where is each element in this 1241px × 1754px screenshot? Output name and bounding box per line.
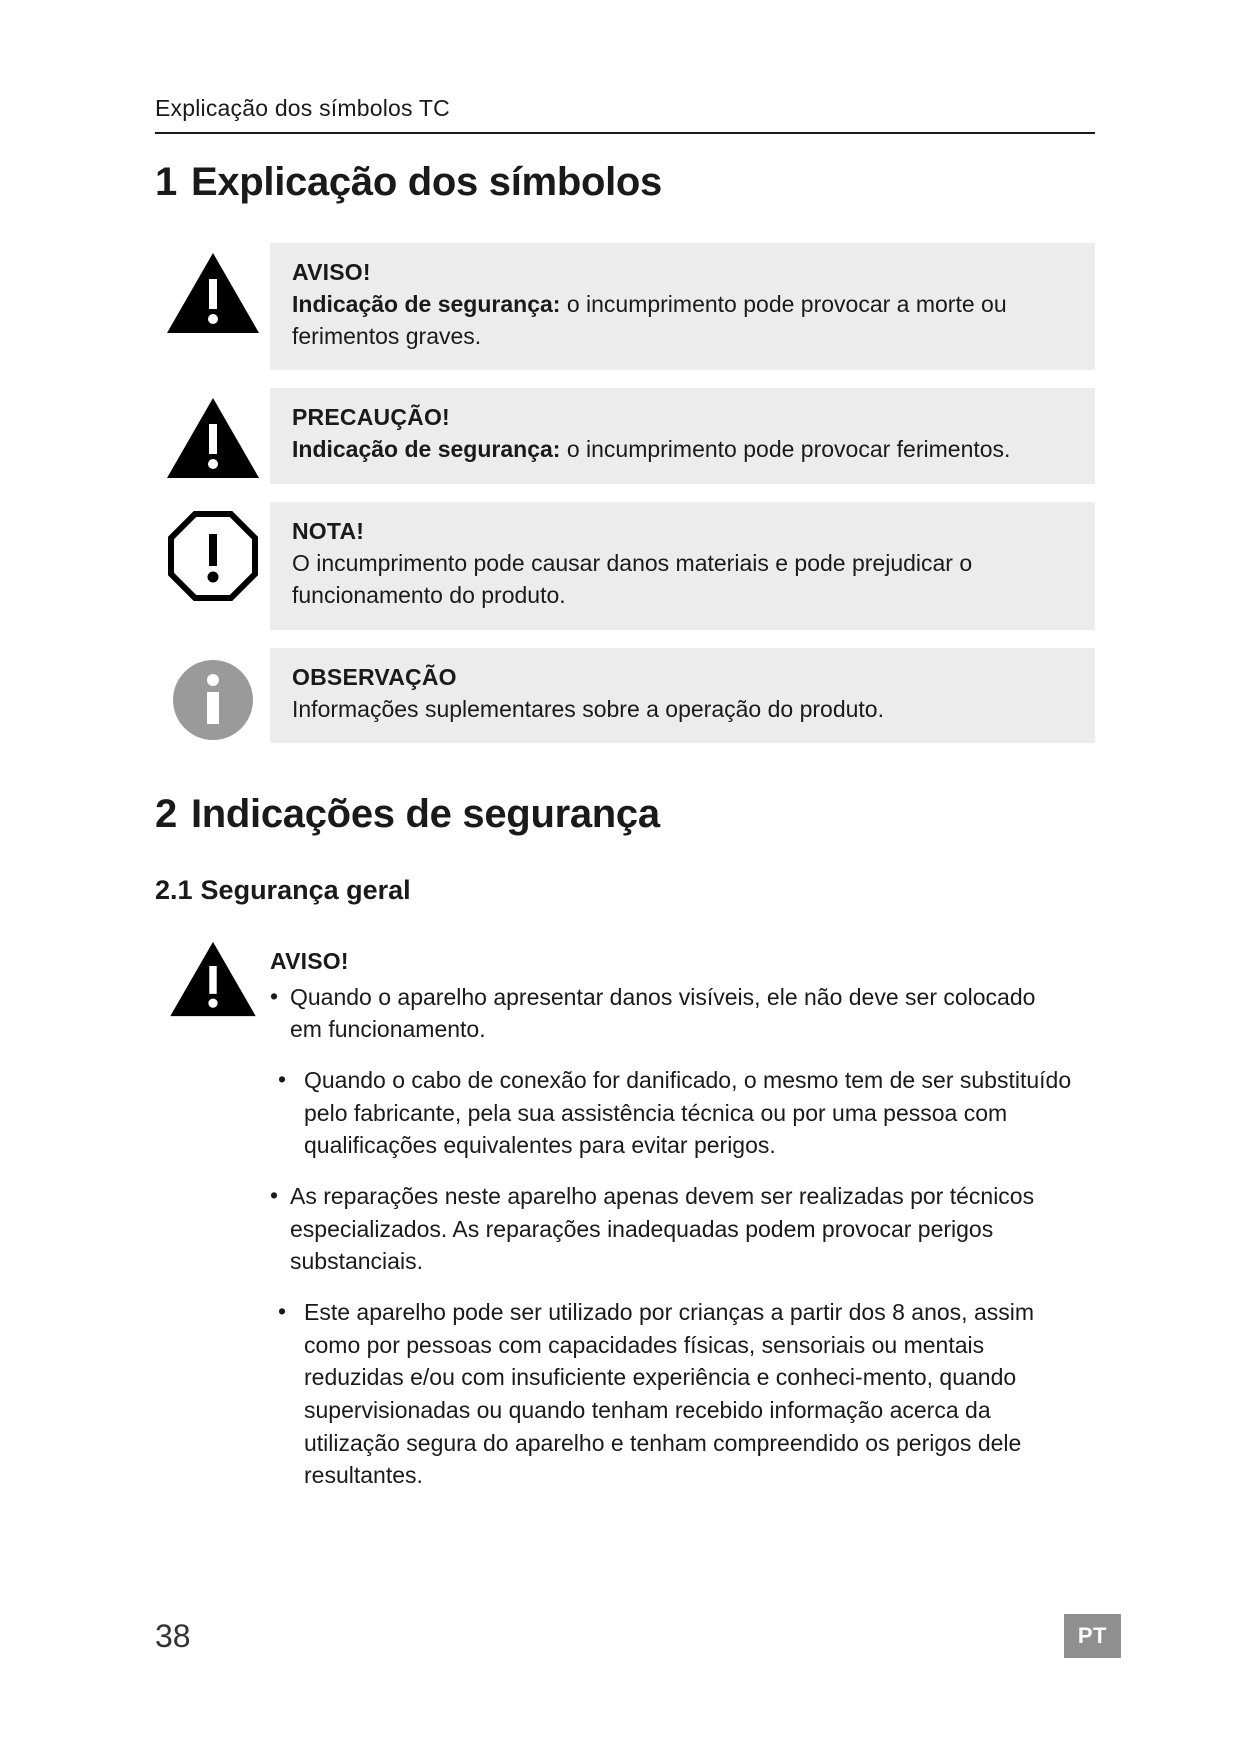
admonition-detail: o incumprimento pode provocar ferimentos. [560,436,1011,463]
information-circle-icon [155,648,270,744]
chapter-2-number: 2 [155,791,177,836]
running-header: Explicação dos símbolos TC [155,95,450,121]
page-number: 38 [155,1617,191,1654]
admonition-body [270,388,1095,484]
notice-octagon-icon [155,502,270,602]
admonition-aviso [155,243,1095,370]
page-footer [155,1614,1121,1658]
admonition-observacao [155,648,1095,744]
admonition-aviso-seguranca [155,932,1095,1528]
admonition-title: PRECAUÇÃO! [292,404,450,431]
admonition-title: OBSERVAÇÃO [292,663,457,690]
list-item: • Este aparelho pode ser utilizado por crianças a partir dos 8 anos, assim como por pessoas com capacidades físicas, sensoriais ou mentais reduzidas e/ou com insuficiente experiência e conheci-mento, quando supervisionadas ou quando tenham recebido informação acerca da utilização segura do aparelho e tenham compreendido os perigos dele resultantes. [270,1296,1073,1492]
admonition-title: AVISO! [270,947,349,974]
admonition-title: AVISO! [292,259,371,285]
admonition-nota [155,502,1095,629]
admonition-body [270,648,1095,744]
section-2-1-number: 2.1 [155,874,193,905]
admonition-title: NOTA! [292,518,365,545]
language-badge: PT [1064,1614,1121,1658]
admonition-detail: o incumprimento pode provocar a morte ou ferimentos graves. [292,291,1007,349]
chapter-1-title: Explicação dos símbolos [190,160,662,204]
chapter-1-heading [155,160,1121,205]
header-divider [155,132,1095,134]
admonition-lead: Indicação de segurança: [292,291,561,317]
admonition-body [270,502,1095,629]
chapter-1-number: 1 [155,160,177,204]
admonition-body [270,932,1095,1528]
section-2-1-heading [155,875,1121,906]
warning-triangle-icon [155,932,270,1018]
chapter-2-title: Indicações de segurança [190,791,660,836]
admonition-text [292,434,1073,466]
chapter-2-heading [155,792,1121,837]
section-2-1-title: Segurança geral [200,874,411,905]
admonition-detail: O incumprimento pode causar danos materiais e pode prejudicar o funcionamento do produto. [292,550,973,608]
list-item: • Quando o aparelho apresentar danos visíveis, ele não deve ser colocado em funcionamento. [270,981,1073,1046]
admonition-precaucao [155,388,1095,484]
safety-bullet-list [270,981,1073,1492]
admonition-lead: Indicação de segurança: [292,436,561,463]
list-item: • As reparações neste aparelho apenas devem ser realizadas por técnicos especializados. As reparações inadequadas podem provocar perigos substanciais. [270,1180,1073,1278]
warning-triangle-icon [155,243,270,335]
list-item: • Quando o cabo de conexão for danificado, o mesmo tem de ser substituído pelo fabricante, pela sua assistência técnica ou por uma pessoa com qualificações equivalentes para evitar perigos. [270,1064,1073,1162]
warning-triangle-icon [155,388,270,480]
admonition-text [292,289,1073,352]
admonition-detail: Informações suplementares sobre a operação do produto. [292,695,884,722]
admonition-body [270,243,1095,370]
